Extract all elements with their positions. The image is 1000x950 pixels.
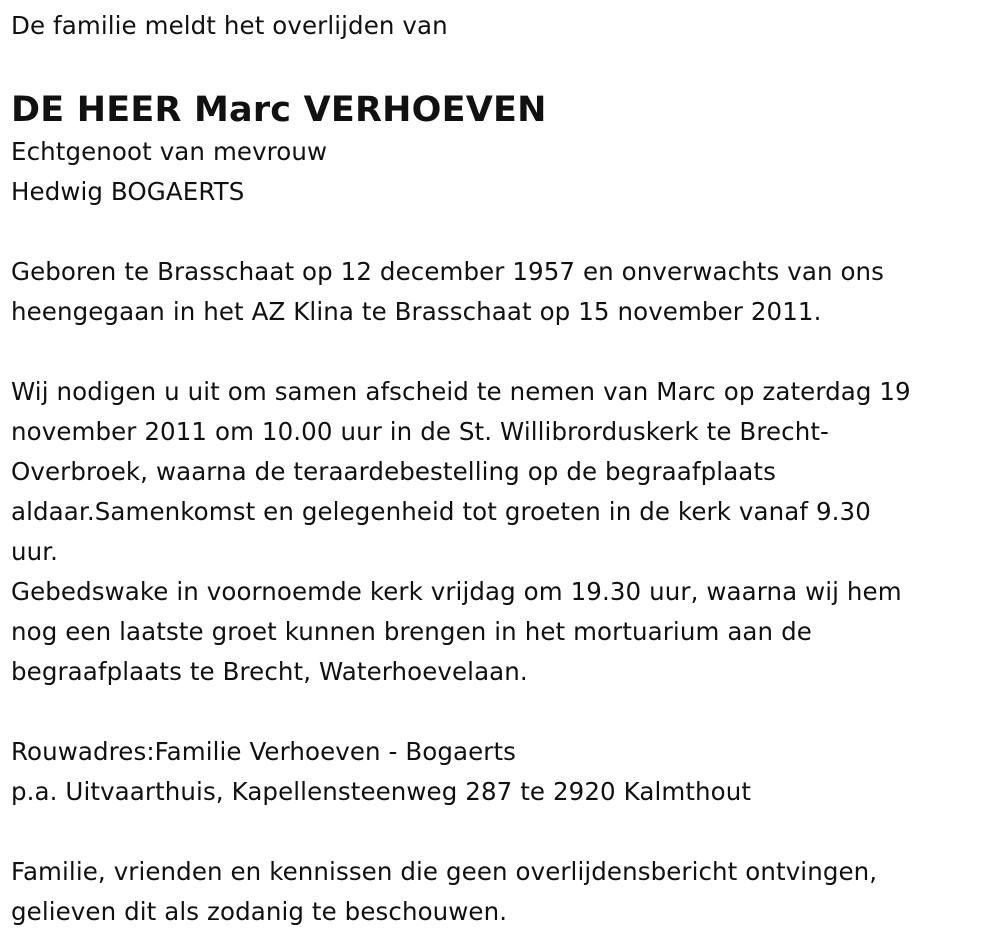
spouse-line-2: Hedwig BOGAERTS (11, 177, 245, 206)
spacer (11, 692, 1000, 732)
closing-line-1: Familie, vrienden en kennissen die geen overlijdensbericht ontvingen, (11, 857, 878, 886)
deceased-name-title: DE HEER Marc VERHOEVEN (11, 90, 547, 130)
spouse-line-1: Echtgenoot van mevrouw (11, 137, 328, 166)
ceremony-line-5: uur. (11, 537, 59, 566)
birth-death-line-2: heengegaan in het AZ Klina te Brasschaat op 15 november 2011. (11, 297, 822, 326)
ceremony-line-7: nog een laatste groet kunnen brengen in het mortuarium aan de (11, 617, 812, 646)
spouse-block (11, 132, 1000, 212)
spacer (11, 812, 1000, 852)
spacer (11, 332, 1000, 372)
address-line-1: Rouwadres:Familie Verhoeven - Bogaerts (11, 737, 517, 766)
spacer (11, 212, 1000, 252)
ceremony-line-4: aldaar.Samenkomst en gelegenheid tot groeten in de kerk vanaf 9.30 (11, 497, 871, 526)
ceremony-line-3: Overbroek, waarna de teraardebestelling op de begraafplaats (11, 457, 776, 486)
address-block (11, 732, 1000, 812)
spacer (11, 46, 1000, 88)
ceremony-line-8: begraafplaats te Brecht, Waterhoevelaan. (11, 657, 528, 686)
ceremony-line-6: Gebedswake in voornoemde kerk vrijdag om 19.30 uur, waarna wij hem (11, 577, 902, 606)
ceremony-line-1: Wij nodigen u uit om samen afscheid te nemen van Marc op zaterdag 19 (11, 377, 911, 406)
birth-death-block (11, 252, 1000, 332)
birth-death-line-1: Geboren te Brasschaat op 12 december 1957 en onverwachts van ons (11, 257, 885, 286)
address-line-2: p.a. Uitvaarthuis, Kapellensteenweg 287 te 2920 Kalmthout (11, 777, 752, 806)
closing-block (11, 852, 1000, 932)
ceremony-block (11, 372, 1000, 692)
intro-text: De familie meldt het overlijden van (11, 11, 448, 40)
closing-line-2: gelieven dit als zodanig te beschouwen. (11, 897, 508, 926)
ceremony-line-2: november 2011 om 10.00 uur in de St. Willibrorduskerk te Brecht- (11, 417, 829, 446)
